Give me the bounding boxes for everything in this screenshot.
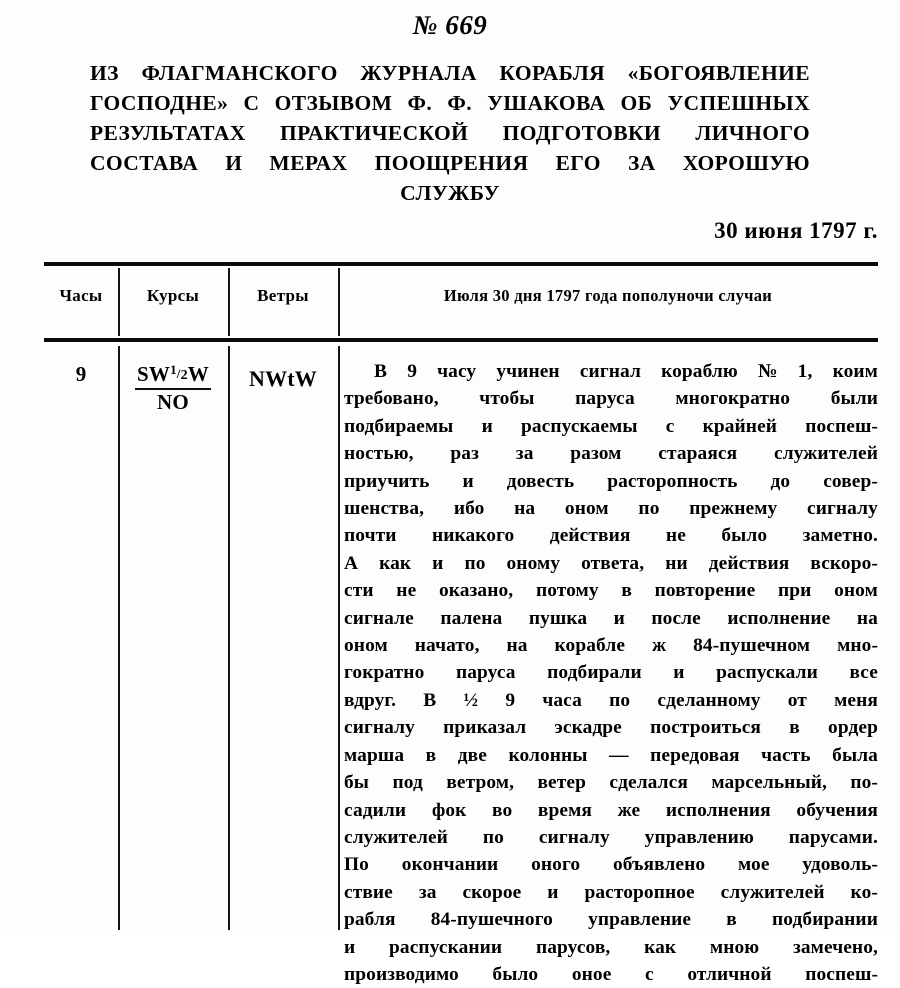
event-text-line: марша в две колонны — передовая часть была [344, 744, 878, 766]
cell-wind: NWtW [248, 366, 317, 391]
event-text-line: А как и по оному ответа, ни действия вскоро- [344, 552, 878, 574]
event-text-line: бы под ветром, ветер сделался марсельный, по- [344, 772, 878, 794]
cell-hour: 9 [75, 362, 87, 386]
event-text-line: шенства, ибо на оном по прежнему сигналу [344, 498, 878, 520]
event-text-line: ностью, раз за разом стараяся служителей [344, 443, 878, 465]
course-numerator-suffix: W [187, 362, 209, 386]
event-text-line: сигналу приказал эскадре построиться в ордер [344, 717, 878, 739]
document-number: № 669 [412, 10, 488, 40]
event-text-line: служителей по сигналу управлению парусами. [344, 826, 878, 848]
event-text-line: и распускании парусов, как мною замечено, [344, 936, 878, 958]
event-text-line: подбираемы и распускаемы с крайней поспеш- [344, 415, 878, 437]
title-line-4: СОСТАВА И МЕРАХ ПООЩРЕНИЯ ЕГО ЗА ХОРОШУЮ [90, 151, 810, 175]
event-text-line: ствие за скорое и расторопное служителей ко- [344, 881, 878, 903]
cell-events [344, 358, 878, 988]
course-denominator: NO [157, 390, 189, 414]
column-header-winds: Ветры [257, 286, 309, 305]
event-text [344, 358, 878, 988]
event-text-line: оном начато, на корабле ж 84-пушечном мно- [344, 635, 878, 657]
event-text-line: вдруг. В ½ 9 часа по сделанному от меня [344, 689, 878, 711]
course-numerator [118, 358, 228, 387]
column-header-courses: Курсы [146, 286, 200, 305]
table-rule-top [44, 262, 878, 266]
event-text-line: требовано, чтобы паруса многократно были [344, 388, 878, 410]
title-line-3: РЕЗУЛЬТАТАХ ПРАКТИЧЕСКОЙ ПОДГОТОВКИ ЛИЧНОГО [90, 121, 810, 145]
title-line-5: СЛУЖБУ [400, 181, 500, 205]
event-text-line: сигнале палена пушка и после исполнение на [344, 607, 878, 629]
body-divider-1 [118, 346, 120, 930]
event-text-line: гократно паруса подбирали и распускали все [344, 662, 878, 684]
course-fraction-denominator: 2 [180, 368, 188, 383]
course-fraction-numerator: 1 [170, 362, 177, 377]
event-text-line: садили фок во время же исполнения обучения [344, 799, 878, 821]
event-text-line: приучить и довесть расторопность до совер- [344, 470, 878, 492]
event-text-line: сти не оказано, потому в повторение при оном [344, 580, 878, 602]
event-text-line: почти никакого действия не было заметно. [344, 525, 878, 547]
event-text-line: В 9 часу учинен сигнал кораблю № 1, коим [374, 361, 878, 382]
title-line-1: ИЗ ФЛАГМАНСКОГО ЖУРНАЛА КОРАБЛЯ «БОГОЯВЛЕНИЕ [90, 61, 810, 85]
body-divider-2 [228, 346, 230, 930]
logbook-table [44, 262, 878, 985]
body-divider-3 [338, 346, 340, 930]
cell-course [118, 358, 228, 414]
document-title [90, 58, 810, 208]
table-rule-header-bottom [44, 338, 878, 342]
column-header-hours: Часы [59, 286, 103, 305]
column-header-events: Июля 30 дня 1797 года пополуночи случаи [443, 286, 773, 305]
course-numerator-prefix: SW [136, 362, 171, 386]
dateline: 30 июня 1797 г. [714, 218, 878, 243]
event-text-line: производимо было оное с отличной поспеш- [344, 963, 878, 985]
course-half-fraction: 1/2 [170, 362, 188, 383]
title-line-2: ГОСПОДНЕ» С ОТЗЫВОМ Ф. Ф. УШАКОВА ОБ УСПЕШНЫХ [90, 91, 810, 115]
event-text-line: По окончании оного объявлено мое удоволь- [344, 854, 878, 876]
event-text-line: рабля 84-пушечного управление в подбирании [344, 909, 878, 931]
